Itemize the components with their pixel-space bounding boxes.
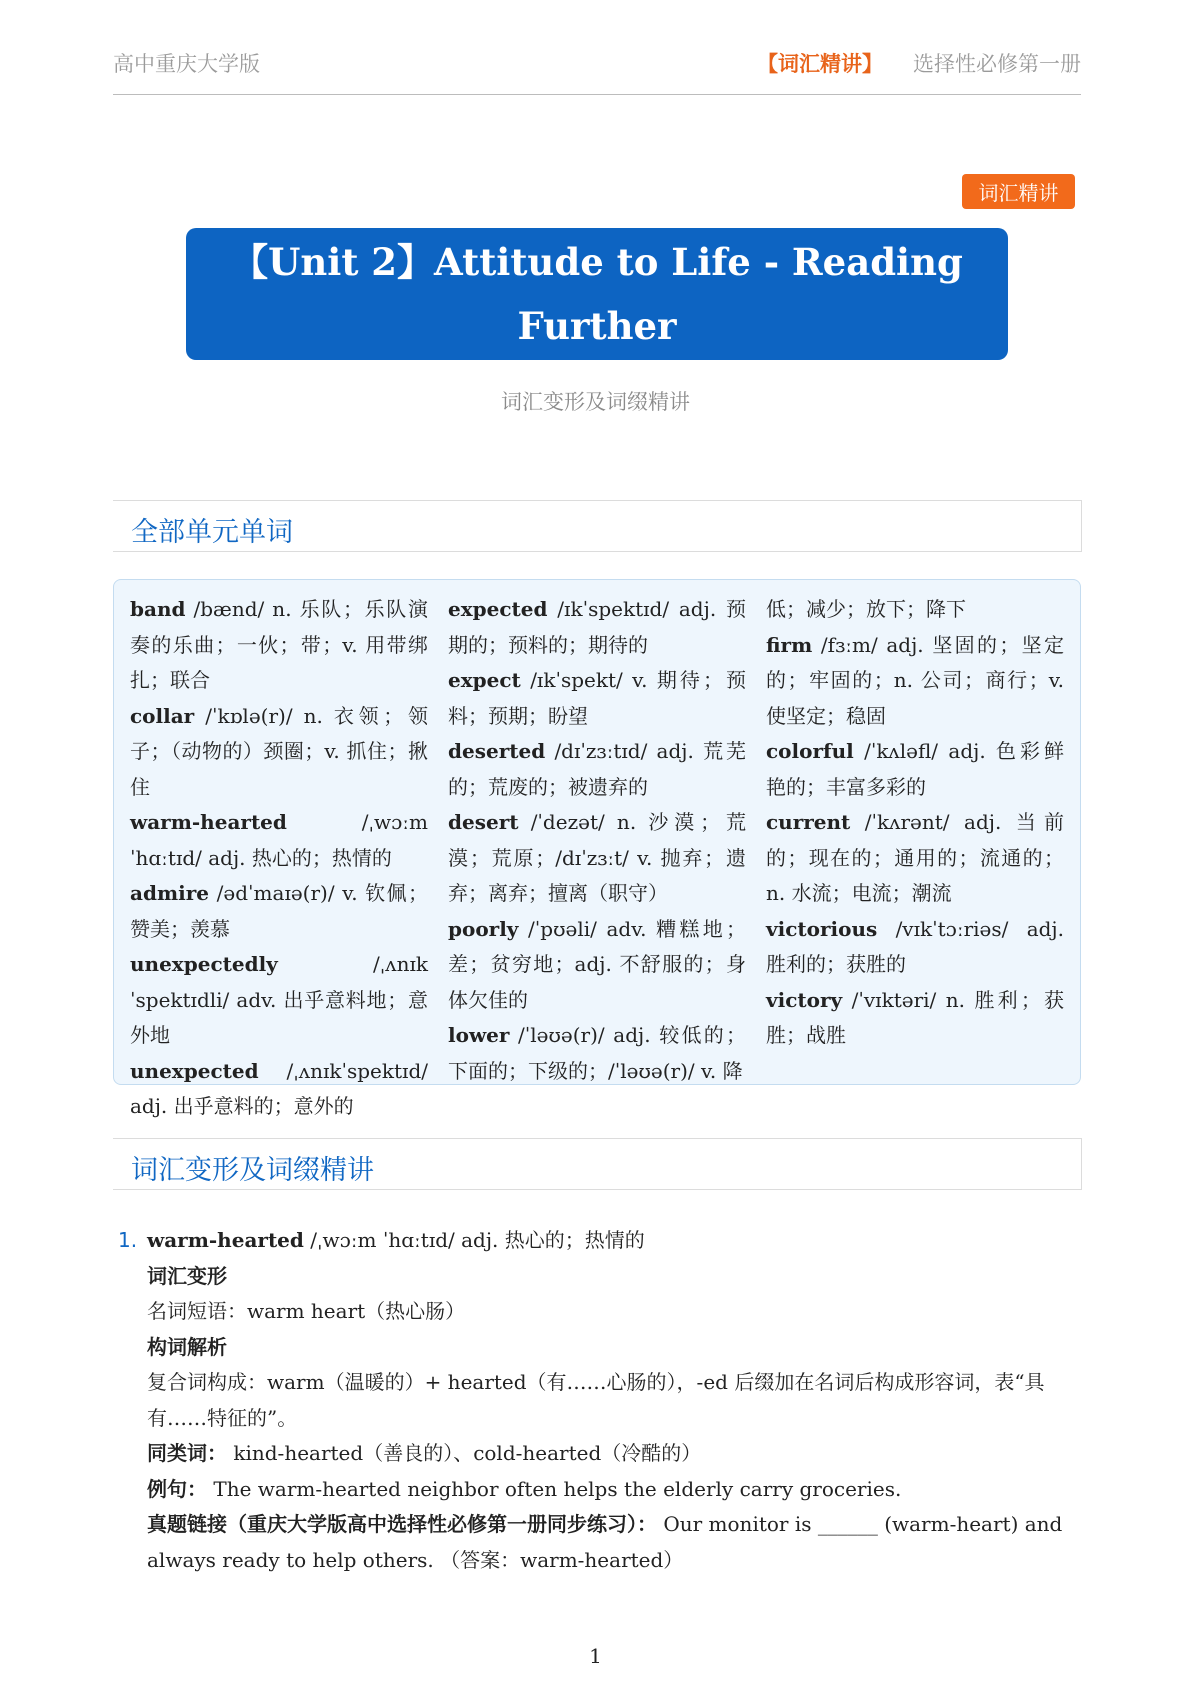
header-book: 选择性必修第一册 — [913, 52, 1081, 76]
title-banner — [186, 228, 1008, 360]
item-body — [147, 1223, 1080, 1578]
headword-definition: /ˌwɔːm ˈhɑːtɪd/ adj. 热心的；热情的 — [303, 1228, 645, 1252]
item-number: 1. — [118, 1228, 138, 1252]
category-badge: 词汇精讲 — [962, 174, 1075, 209]
page-number: 1 — [589, 1644, 602, 1668]
section-title: 词汇变形及词缀精讲 — [131, 1155, 374, 1186]
label-example: 例句： — [147, 1476, 207, 1501]
word-forms-text: 名词短语：warm heart（热心肠） — [147, 1299, 466, 1323]
exam-link-text: Our monitor is ______ (warm-heart) and always ready to help others. （答案：warm-hearted） — [147, 1512, 1063, 1572]
vocab-entry: firm /fɜːm/ adj. 坚固的；坚定的；牢固的；n. 公司；商行；v. 使坚定；稳固 — [766, 632, 1064, 728]
item-headword-line — [147, 1223, 1080, 1259]
vocab-entry: collar /ˈkɒlə(r)/ n. 衣领；领子；（动物的）颈圈；v. 抓住；揪住 — [130, 703, 428, 799]
vocab-entry: deserted /dɪˈzɜːtɪd/ adj. 荒芜的；荒废的；被遗弃的 — [448, 739, 746, 799]
vocab-column-2 — [448, 592, 746, 1089]
section-heading-word-forms — [113, 1138, 1082, 1190]
vocab-entry: expect /ɪkˈspekt/ v. 期待；预料；预期；盼望 — [448, 668, 746, 728]
word-formation-text: 复合词构成：warm（温暖的）+ hearted（有……心肠的），-ed 后缀加在名词后构成形容词，表“具有……特征的”。 — [147, 1370, 1045, 1430]
vocab-entry-continued: 低；减少；放下；降下 — [766, 597, 966, 621]
vocab-column-3 — [766, 592, 1064, 1054]
headword: warm-hearted — [147, 1228, 304, 1252]
vocab-entry: desert /ˈdezət/ n. 沙漠；荒漠；荒原；/dɪˈzɜːt/ v. 抛弃；遗弃；离弃；擅离（职守） — [448, 810, 746, 905]
vocab-entry: current /ˈkʌrənt/ adj. 当前的；现在的；通用的；流通的；n. 水流；电流；潮流 — [766, 810, 1064, 905]
vocab-entry: band /bænd/ n. 乐队；乐队演奏的乐曲；一伙；带；v. 用带绑扎；联合 — [130, 597, 428, 692]
vocab-entry: victorious /vɪkˈtɔːriəs/ adj. 胜利的；获胜的 — [766, 916, 1064, 976]
vocab-entry: admire /ədˈmaɪə(r)/ v. 钦佩；赞美；羡慕 — [130, 881, 428, 941]
section-heading-all-words — [113, 500, 1082, 552]
header-edition: 高中重庆大学版 — [113, 52, 260, 76]
example-line — [147, 1472, 1080, 1508]
similar-words-line — [147, 1436, 1080, 1472]
page-subtitle: 词汇变形及词缀精讲 — [501, 390, 690, 414]
vocab-entry: colorful /ˈkʌləfl/ adj. 色彩鲜艳的；丰富多彩的 — [766, 739, 1064, 799]
section-title: 全部单元单词 — [131, 517, 293, 548]
header-tag: 【词汇精讲】 — [757, 52, 883, 76]
page-header — [113, 44, 1081, 95]
vocabulary-list — [113, 579, 1081, 1118]
vocab-entry: lower /ˈləʊə(r)/ adj. 较低的；下面的；下级的；/ˈləʊə(r)/ v. 降 — [448, 1023, 746, 1083]
label-exam-link: 真题链接（重庆大学版高中选择性必修第一册同步练习）： — [147, 1512, 657, 1536]
vocab-entry: poorly /ˈpʊəli/ adv. 糟糕地；差；贫穷地；adj. 不舒服的；身体欠佳的 — [448, 916, 746, 1012]
vocab-entry: warm-hearted /ˌwɔːm ˈhɑːtɪd/ adj. 热心的；热情的 — [130, 810, 428, 870]
similar-words-text: kind-hearted（善良的）、cold-hearted（冷酷的） — [227, 1441, 702, 1465]
label-word-formation: 构词解析 — [147, 1334, 227, 1359]
vocab-entry: victory /ˈvɪktəri/ n. 胜利；获胜；战胜 — [766, 987, 1064, 1047]
vocab-entry: expected /ɪkˈspektɪd/ adj. 预期的；预料的；期待的 — [448, 597, 746, 657]
vocab-entry: unexpected /ˌʌnɪkˈspektɪd/ adj. 出乎意料的；意外的 — [130, 1058, 428, 1118]
exam-link-line — [147, 1507, 1080, 1578]
header-right — [757, 48, 1081, 78]
vocab-entry: unexpectedly /ˌʌnɪkˈspektɪdli/ adv. 出乎意料地；意外地 — [130, 952, 428, 1047]
word-detail-item — [118, 1223, 1080, 1578]
label-word-forms: 词汇变形 — [147, 1263, 227, 1288]
vocab-column-1 — [130, 592, 428, 1125]
example-text: The warm-hearted neighbor often helps the elderly carry groceries. — [207, 1476, 902, 1501]
page-title: 【Unit 2】Attitude to Life - Reading Further — [231, 240, 963, 348]
label-similar-words: 同类词： — [147, 1441, 227, 1465]
